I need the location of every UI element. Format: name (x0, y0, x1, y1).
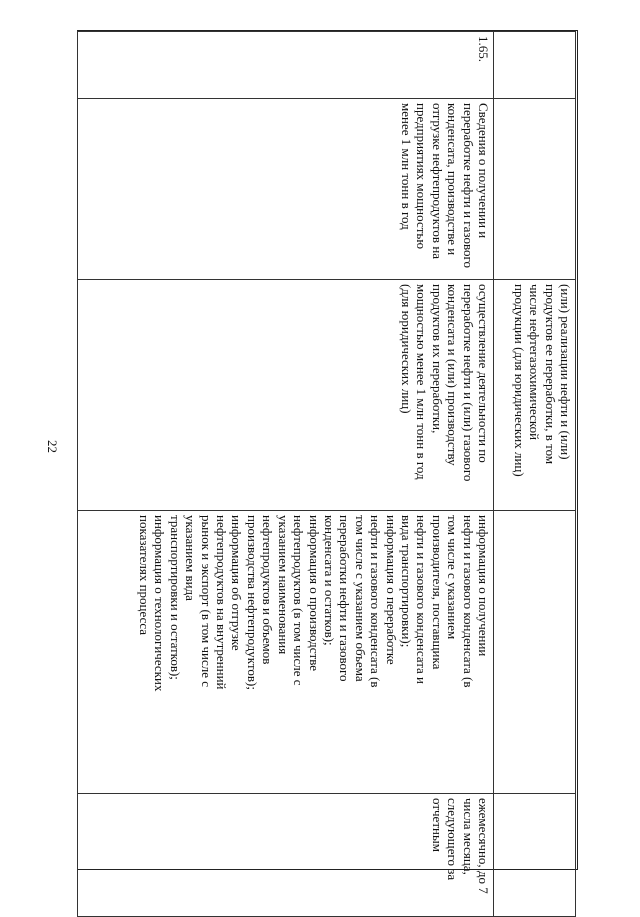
page-number: 22 (45, 440, 60, 453)
cell-information (78, 511, 494, 794)
subject-text: осуществление деятельности по переработке нефти и (или) газового конденсата и (или) производству продуктов их переработки, мощностью менее 1 млн тонн в год (для юридических лиц) (398, 284, 491, 482)
cell-form-name (78, 99, 494, 280)
rotated-table-container (75, 31, 576, 894)
table-row-continuation (494, 32, 576, 917)
cell-name-empty (494, 99, 576, 280)
cell-term (78, 794, 494, 917)
form-name-text: Сведения о получении и переработке нефти и газового конденсата, производстве и отгрузке нефтепродуктов на предприятиях мощностью менее 1 млн тонн в год (398, 103, 491, 269)
subject-continuation-text: (или) реализации нефти и (или) продуктов ее переработки, в том числе нефтегазохимической продукции (для юридических лиц) (511, 284, 573, 477)
report-table (77, 31, 576, 917)
cell-info-empty (494, 511, 576, 794)
table-row (78, 32, 494, 917)
cell-subject (78, 280, 494, 511)
information-text: информация о получении нефти и газового конденсата (в том числе с указанием производителя, поставщика нефти и газового конденсата и вида транспортировки); информация о переработке нефти и газового конденсата (в том числе с указанием объема переработки нефти и газового конденсата и остатков); информация о производстве нефтепродуктов (в том числе с указанием наименования нефтепродуктов и объемов производства нефтепродуктов); информация об отгрузке нефтепродуктов на внутренний рынок и экспорт (в том числе с указанием вида транспортировки и остатков); информация о технологических показателях процесса (137, 515, 491, 692)
row-number-text: 1.65. (476, 36, 491, 62)
cell-subject-continuation (494, 280, 576, 511)
report-table-frame (77, 30, 578, 894)
cell-number-empty (494, 32, 576, 99)
cell-row-number (78, 32, 494, 99)
term-text: ежемесячно, до 7 числа месяца, следующего за отчетным (429, 798, 491, 894)
cell-term-empty (494, 794, 576, 917)
